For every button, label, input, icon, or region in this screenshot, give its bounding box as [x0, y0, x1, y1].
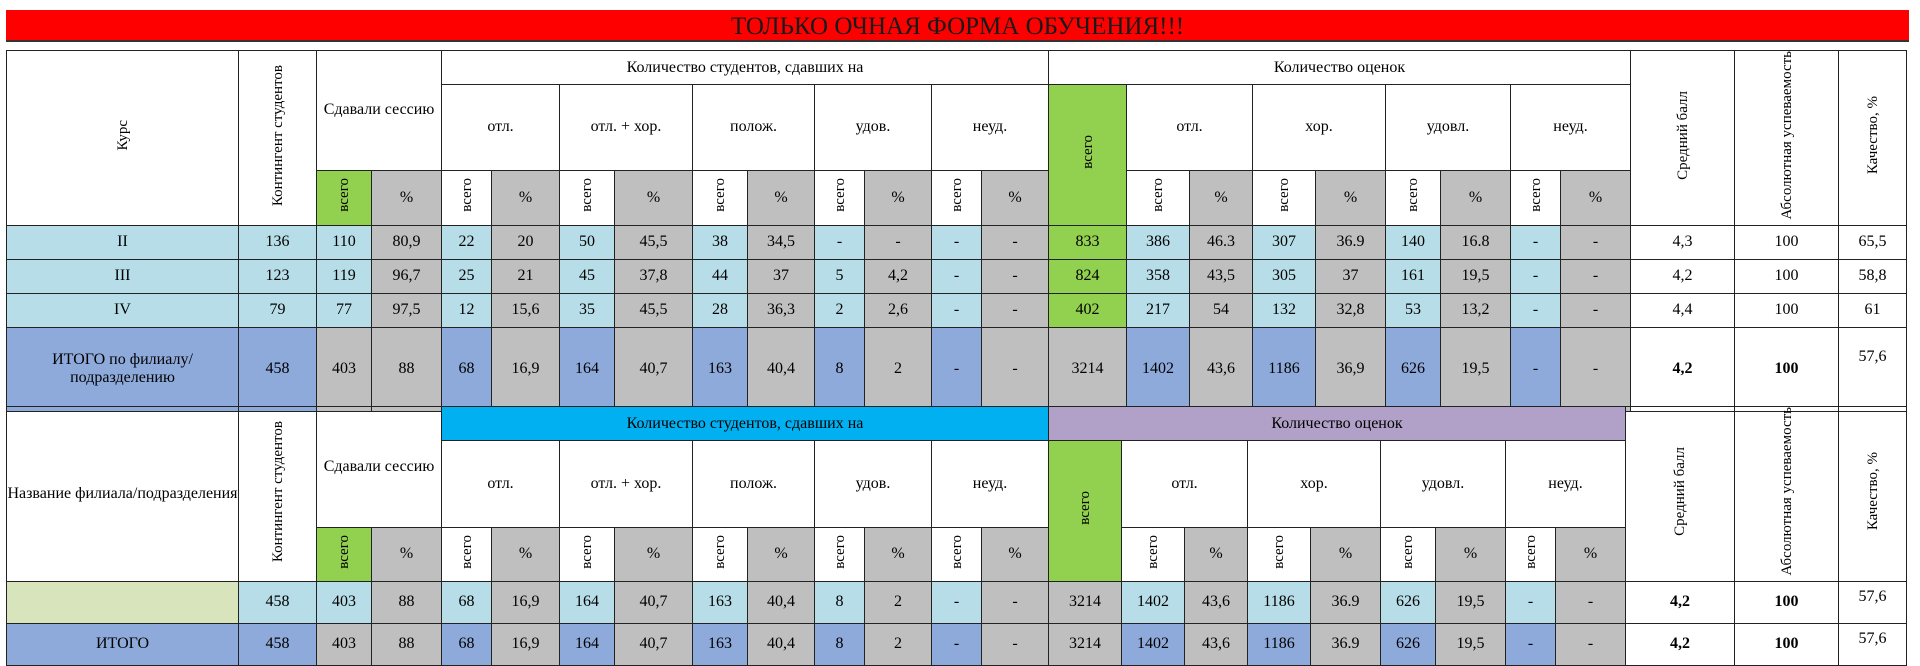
cell: - — [932, 581, 982, 623]
cell: 163 — [693, 581, 748, 623]
cell: 36.9 — [1311, 623, 1381, 665]
header-vsego: всего — [317, 170, 372, 225]
header-kol-ocenok: Количество оценок — [1049, 51, 1631, 85]
cell: - — [982, 225, 1049, 259]
cell: 100 — [1735, 293, 1839, 327]
cell: 68 — [442, 327, 492, 411]
cell: 1402 — [1122, 623, 1185, 665]
cell: 4,2 — [1631, 327, 1735, 411]
header-kol-ocenok-2: Количество оценок — [1049, 407, 1626, 441]
header-pct-sub: % — [748, 527, 815, 581]
cell: 88 — [372, 581, 442, 623]
cell: 58,8 — [1839, 259, 1907, 293]
header-neud: неуд. — [932, 85, 1049, 171]
table-by-branch — [6, 406, 1907, 666]
row-label: II — [7, 225, 239, 259]
cell: 626 — [1381, 623, 1436, 665]
header-pct-sub: % — [1190, 170, 1253, 225]
header-sredniy-2: Средний балл — [1626, 407, 1735, 582]
cell: 16,9 — [492, 581, 560, 623]
cell: 16,9 — [492, 327, 560, 411]
cell: 40,7 — [615, 327, 693, 411]
cell: 25 — [442, 259, 492, 293]
cell: 164 — [560, 623, 615, 665]
cell: 28 — [693, 293, 748, 327]
cell: 36.9 — [1311, 581, 1381, 623]
table-row — [7, 623, 1907, 665]
header-vsego-ocenok: всего — [1049, 85, 1127, 226]
header-nazvanie: Название филиала/подразделения — [7, 407, 239, 582]
cell: - — [1506, 623, 1556, 665]
cell: 100 — [1735, 581, 1839, 623]
row-label — [7, 581, 239, 623]
cell: 43,5 — [1190, 259, 1253, 293]
header-polozh: полож. — [693, 85, 815, 171]
cell: 13,2 — [1441, 293, 1511, 327]
cell: 386 — [1127, 225, 1190, 259]
cell: 100 — [1735, 327, 1839, 411]
header-sdavali-2: Сдавали сессию — [317, 407, 442, 528]
cell: 44 — [693, 259, 748, 293]
cell: 37 — [1316, 259, 1386, 293]
cell: 402 — [1049, 293, 1127, 327]
header-kachestvo-2: Качество, % — [1839, 407, 1907, 582]
header-vsego-sub: всего — [1381, 527, 1436, 581]
cell: 88 — [372, 623, 442, 665]
header-vsego-sub: всего — [932, 170, 982, 225]
header-pct-sub: % — [1561, 170, 1631, 225]
cell: 22 — [442, 225, 492, 259]
cell: 37 — [748, 259, 815, 293]
header-neud-oc: неуд. — [1511, 85, 1631, 171]
cell: - — [1511, 259, 1561, 293]
header-hor-oc-2: хор. — [1248, 441, 1381, 528]
header-udov: удов. — [815, 85, 932, 171]
cell: - — [932, 259, 982, 293]
header-neud-oc-2: неуд. — [1506, 441, 1626, 528]
cell: 164 — [560, 581, 615, 623]
cell: 19,5 — [1441, 327, 1511, 411]
header-pct-sub: % — [492, 170, 560, 225]
cell: 45 — [560, 259, 615, 293]
header-absolyut-2: Абсолютная успеваемость — [1735, 407, 1839, 582]
header-otl-oc-2: отл. — [1122, 441, 1248, 528]
header-pct-sub: % — [1311, 527, 1381, 581]
cell: 4,2 — [1626, 581, 1735, 623]
cell: 458 — [239, 581, 317, 623]
header-vsego-sub: всего — [1511, 170, 1561, 225]
cell: 80,9 — [372, 225, 442, 259]
cell: 1186 — [1248, 581, 1311, 623]
header-absolyut: Абсолютная успеваемость — [1735, 51, 1839, 226]
row-label: ИТОГО — [7, 623, 239, 665]
cell: 8 — [815, 327, 865, 411]
cell: 40,4 — [748, 581, 815, 623]
cell: 19,5 — [1436, 623, 1506, 665]
cell: 43,6 — [1185, 623, 1248, 665]
header-kol-stud: Количество студентов, сдавших на — [442, 51, 1049, 85]
cell: 45,5 — [615, 293, 693, 327]
header-kontingent-2: Контингент студентов — [239, 407, 317, 582]
cell: 4,2 — [1626, 623, 1735, 665]
cell: 16,9 — [492, 623, 560, 665]
cell: 2 — [865, 327, 932, 411]
header-vsego-sub: всего — [560, 170, 615, 225]
cell: - — [982, 259, 1049, 293]
header-pct-sub: % — [748, 170, 815, 225]
header-vsego-sub: всего — [693, 170, 748, 225]
cell: 37,8 — [615, 259, 693, 293]
table-by-course — [6, 50, 1907, 412]
cell: 3214 — [1049, 327, 1127, 411]
cell: 65,5 — [1839, 225, 1907, 259]
header-vsego-sub: всего — [815, 527, 865, 581]
cell: 38 — [693, 225, 748, 259]
cell: - — [1506, 581, 1556, 623]
header-vsego-sub: всего — [1506, 527, 1556, 581]
header-pct-sub: % — [865, 527, 932, 581]
cell: 12 — [442, 293, 492, 327]
header-udov-2: удов. — [815, 441, 932, 528]
cell: 40,4 — [748, 327, 815, 411]
row-label: III — [7, 259, 239, 293]
cell: 68 — [442, 581, 492, 623]
cell: 833 — [1049, 225, 1127, 259]
header-otl-oc: отл. — [1127, 85, 1253, 171]
cell: 36,9 — [1316, 327, 1386, 411]
header-pct-sub: % — [1185, 527, 1248, 581]
header-vsego-sub: всего — [1386, 170, 1441, 225]
cell: 57,6 — [1839, 581, 1907, 623]
cell: 1186 — [1253, 327, 1316, 411]
table-row — [7, 225, 1907, 259]
cell: 61 — [1839, 293, 1907, 327]
header-udovl-oc-2: удовл. — [1381, 441, 1506, 528]
header-vsego-sub: всего — [693, 527, 748, 581]
header-vsego-2: всего — [317, 527, 372, 581]
cell: - — [1511, 225, 1561, 259]
cell: 4,4 — [1631, 293, 1735, 327]
cell: 4,2 — [865, 259, 932, 293]
cell: 19,5 — [1441, 259, 1511, 293]
header-vsego-sub: всего — [1253, 170, 1316, 225]
cell: 3214 — [1049, 623, 1122, 665]
cell: 307 — [1253, 225, 1316, 259]
cell: - — [1556, 623, 1626, 665]
cell: 163 — [693, 623, 748, 665]
cell: 2 — [865, 581, 932, 623]
cell: - — [932, 623, 982, 665]
header-otl-hor: отл. + хор. — [560, 85, 693, 171]
header-sdavali: Сдавали сессию — [317, 51, 442, 171]
header-pct-sub: % — [865, 170, 932, 225]
cell: 123 — [239, 259, 317, 293]
cell: 19,5 — [1436, 581, 1506, 623]
table-row — [7, 327, 1907, 411]
header-vsego-sub: всего — [560, 527, 615, 581]
cell: 40,7 — [615, 581, 693, 623]
cell: 57,6 — [1839, 327, 1907, 411]
cell: 110 — [317, 225, 372, 259]
header-otl-hor-2: отл. + хор. — [560, 441, 693, 528]
header-vsego-sub: всего — [442, 170, 492, 225]
header-kol-stud-2: Количество студентов, сдавших на — [442, 407, 1049, 441]
cell: 20 — [492, 225, 560, 259]
cell: 358 — [1127, 259, 1190, 293]
cell: 305 — [1253, 259, 1316, 293]
cell: 161 — [1386, 259, 1441, 293]
cell: 2,6 — [865, 293, 932, 327]
cell: 403 — [317, 327, 372, 411]
cell: 164 — [560, 327, 615, 411]
cell: 50 — [560, 225, 615, 259]
header-kachestvo: Качество, % — [1839, 51, 1907, 226]
header-otl: отл. — [442, 85, 560, 171]
cell: 88 — [372, 327, 442, 411]
cell: 46.3 — [1190, 225, 1253, 259]
header-pct-sub: % — [1441, 170, 1511, 225]
cell: 403 — [317, 581, 372, 623]
cell: 45,5 — [615, 225, 693, 259]
cell: - — [982, 327, 1049, 411]
cell: 43,6 — [1190, 327, 1253, 411]
cell: 68 — [442, 623, 492, 665]
header-vsego-ocenok-2: всего — [1049, 441, 1122, 582]
header-sredniy: Средний балл — [1631, 51, 1735, 226]
cell: 40,7 — [615, 623, 693, 665]
header-pct-sub: % — [1436, 527, 1506, 581]
cell: - — [1511, 327, 1561, 411]
cell: 77 — [317, 293, 372, 327]
cell: 40,4 — [748, 623, 815, 665]
cell: 43,6 — [1185, 581, 1248, 623]
cell: 35 — [560, 293, 615, 327]
cell: 34,5 — [748, 225, 815, 259]
cell: 57,6 — [1839, 623, 1907, 665]
cell: 100 — [1735, 225, 1839, 259]
cell: 403 — [317, 623, 372, 665]
header-vsego-sub: всего — [1127, 170, 1190, 225]
cell: 136 — [239, 225, 317, 259]
cell: - — [815, 225, 865, 259]
cell: - — [932, 293, 982, 327]
header-pct-sub: % — [1316, 170, 1386, 225]
cell: 4,2 — [1631, 259, 1735, 293]
table-row — [7, 259, 1907, 293]
header-vsego-sub: всего — [442, 527, 492, 581]
cell: - — [982, 623, 1049, 665]
cell: - — [1556, 581, 1626, 623]
cell: - — [932, 327, 982, 411]
cell: 1402 — [1127, 327, 1190, 411]
cell: 132 — [1253, 293, 1316, 327]
cell: 97,5 — [372, 293, 442, 327]
cell: - — [1561, 259, 1631, 293]
cell: 1186 — [1248, 623, 1311, 665]
cell: 4,3 — [1631, 225, 1735, 259]
header-kurs: Курс — [7, 51, 239, 226]
header-vsego-sub: всего — [1248, 527, 1311, 581]
row-label: IV — [7, 293, 239, 327]
header-hor-oc: хор. — [1253, 85, 1386, 171]
cell: - — [1561, 293, 1631, 327]
cell: 458 — [239, 327, 317, 411]
cell: 217 — [1127, 293, 1190, 327]
header-pct-sub: % — [615, 170, 693, 225]
header-neud-2: неуд. — [932, 441, 1049, 528]
cell: 32,8 — [1316, 293, 1386, 327]
cell: 15,6 — [492, 293, 560, 327]
cell: 626 — [1386, 327, 1441, 411]
cell: - — [865, 225, 932, 259]
header-otl-2: отл. — [442, 441, 560, 528]
header-kontingent: Контингент студентов — [239, 51, 317, 226]
header-polozh-2: полож. — [693, 441, 815, 528]
header-pct-sub: % — [982, 527, 1049, 581]
cell: - — [982, 293, 1049, 327]
cell: 100 — [1735, 259, 1839, 293]
table-row — [7, 293, 1907, 327]
form-banner: ТОЛЬКО ОЧНАЯ ФОРМА ОБУЧЕНИЯ!!! — [6, 10, 1909, 42]
table-row — [7, 581, 1907, 623]
cell: - — [1561, 225, 1631, 259]
cell: 36.9 — [1316, 225, 1386, 259]
cell: 824 — [1049, 259, 1127, 293]
cell: 163 — [693, 327, 748, 411]
cell: 119 — [317, 259, 372, 293]
cell: 21 — [492, 259, 560, 293]
cell: 16.8 — [1441, 225, 1511, 259]
cell: - — [1561, 327, 1631, 411]
cell: 626 — [1381, 581, 1436, 623]
header-vsego-sub: всего — [932, 527, 982, 581]
cell: - — [1511, 293, 1561, 327]
cell: - — [982, 581, 1049, 623]
cell: 96,7 — [372, 259, 442, 293]
cell: 140 — [1386, 225, 1441, 259]
header-vsego-sub: всего — [815, 170, 865, 225]
cell: 53 — [1386, 293, 1441, 327]
row-label: ИТОГО по филиалу/подразделению — [7, 327, 239, 411]
cell: 54 — [1190, 293, 1253, 327]
cell: 36,3 — [748, 293, 815, 327]
cell: 5 — [815, 259, 865, 293]
cell: 2 — [865, 623, 932, 665]
header-pct-2: % — [372, 527, 442, 581]
cell: 100 — [1735, 623, 1839, 665]
header-udovl-oc: удовл. — [1386, 85, 1511, 171]
cell: 2 — [815, 293, 865, 327]
header-pct-sub: % — [492, 527, 560, 581]
cell: 458 — [239, 623, 317, 665]
header-pct-sub: % — [615, 527, 693, 581]
cell: - — [932, 225, 982, 259]
header-pct-sub: % — [1556, 527, 1626, 581]
cell: 8 — [815, 623, 865, 665]
cell: 8 — [815, 581, 865, 623]
header-pct-sub: % — [982, 170, 1049, 225]
cell: 1402 — [1122, 581, 1185, 623]
cell: 79 — [239, 293, 317, 327]
cell: 3214 — [1049, 581, 1122, 623]
header-pct: % — [372, 170, 442, 225]
header-vsego-sub: всего — [1122, 527, 1185, 581]
